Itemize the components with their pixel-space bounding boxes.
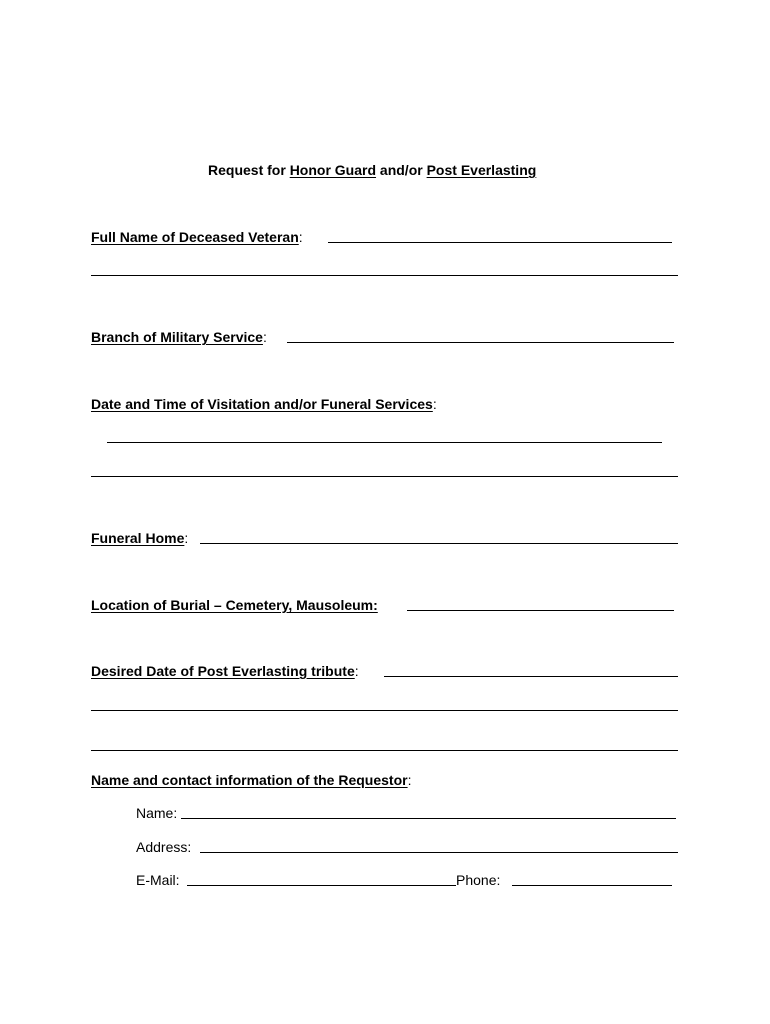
title-prefix: Request for [208,162,290,178]
desired-date-row [91,662,359,680]
desired-date-field-line-3[interactable] [91,750,678,751]
desired-date-field-line-2[interactable] [91,710,678,711]
requestor-name-label: Name: [136,805,178,821]
date-time-field-line-2[interactable] [91,476,678,477]
full-name-row [91,228,303,246]
full-name-field[interactable] [328,242,672,243]
requestor-colon: : [407,772,412,788]
funeral-home-colon: : [184,530,189,546]
title-and-or: and/or [376,162,427,178]
requestor-email-field[interactable] [187,885,456,886]
requestor-phone-label: Phone: [456,872,501,888]
funeral-home-field[interactable] [200,543,678,544]
funeral-home-row [91,529,188,547]
requestor-row [91,771,411,789]
funeral-home-label: Funeral Home [91,530,185,546]
requestor-name-field[interactable] [181,818,676,819]
date-time-colon: : [432,396,437,412]
desired-date-colon: : [354,663,359,679]
full-name-colon: : [298,229,303,245]
branch-row [91,328,267,346]
requestor-name-row [136,804,177,822]
requestor-address-label: Address: [136,839,192,855]
branch-label: Branch of Military Service [91,329,263,345]
requestor-address-field[interactable] [200,852,678,853]
burial-field[interactable] [407,610,674,611]
full-name-label: Full Name of Deceased Veteran [91,229,299,245]
date-time-label: Date and Time of Visitation and/or Funeral Services [91,396,433,412]
branch-colon: : [262,329,267,345]
burial-label: Location of Burial – Cemetery, Mausoleum: [91,597,378,613]
desired-date-field[interactable] [384,676,678,677]
requestor-phone-field[interactable] [512,885,672,886]
date-time-field-line-1[interactable] [107,442,662,443]
requestor-email-label: E-Mail: [136,872,180,888]
requestor-label: Name and contact information of the Requestor [91,772,408,788]
requestor-email-row [136,871,180,889]
branch-field[interactable] [287,342,674,343]
desired-date-label: Desired Date of Post Everlasting tribute [91,663,355,679]
form-title [208,161,536,179]
requestor-phone-row [456,871,500,889]
title-honor-guard: Honor Guard [289,162,377,178]
burial-row [91,596,378,614]
title-post-everlasting: Post Everlasting [426,162,537,178]
date-time-row [91,395,437,413]
full-name-field-line-2[interactable] [91,275,678,276]
requestor-address-row [136,838,191,856]
